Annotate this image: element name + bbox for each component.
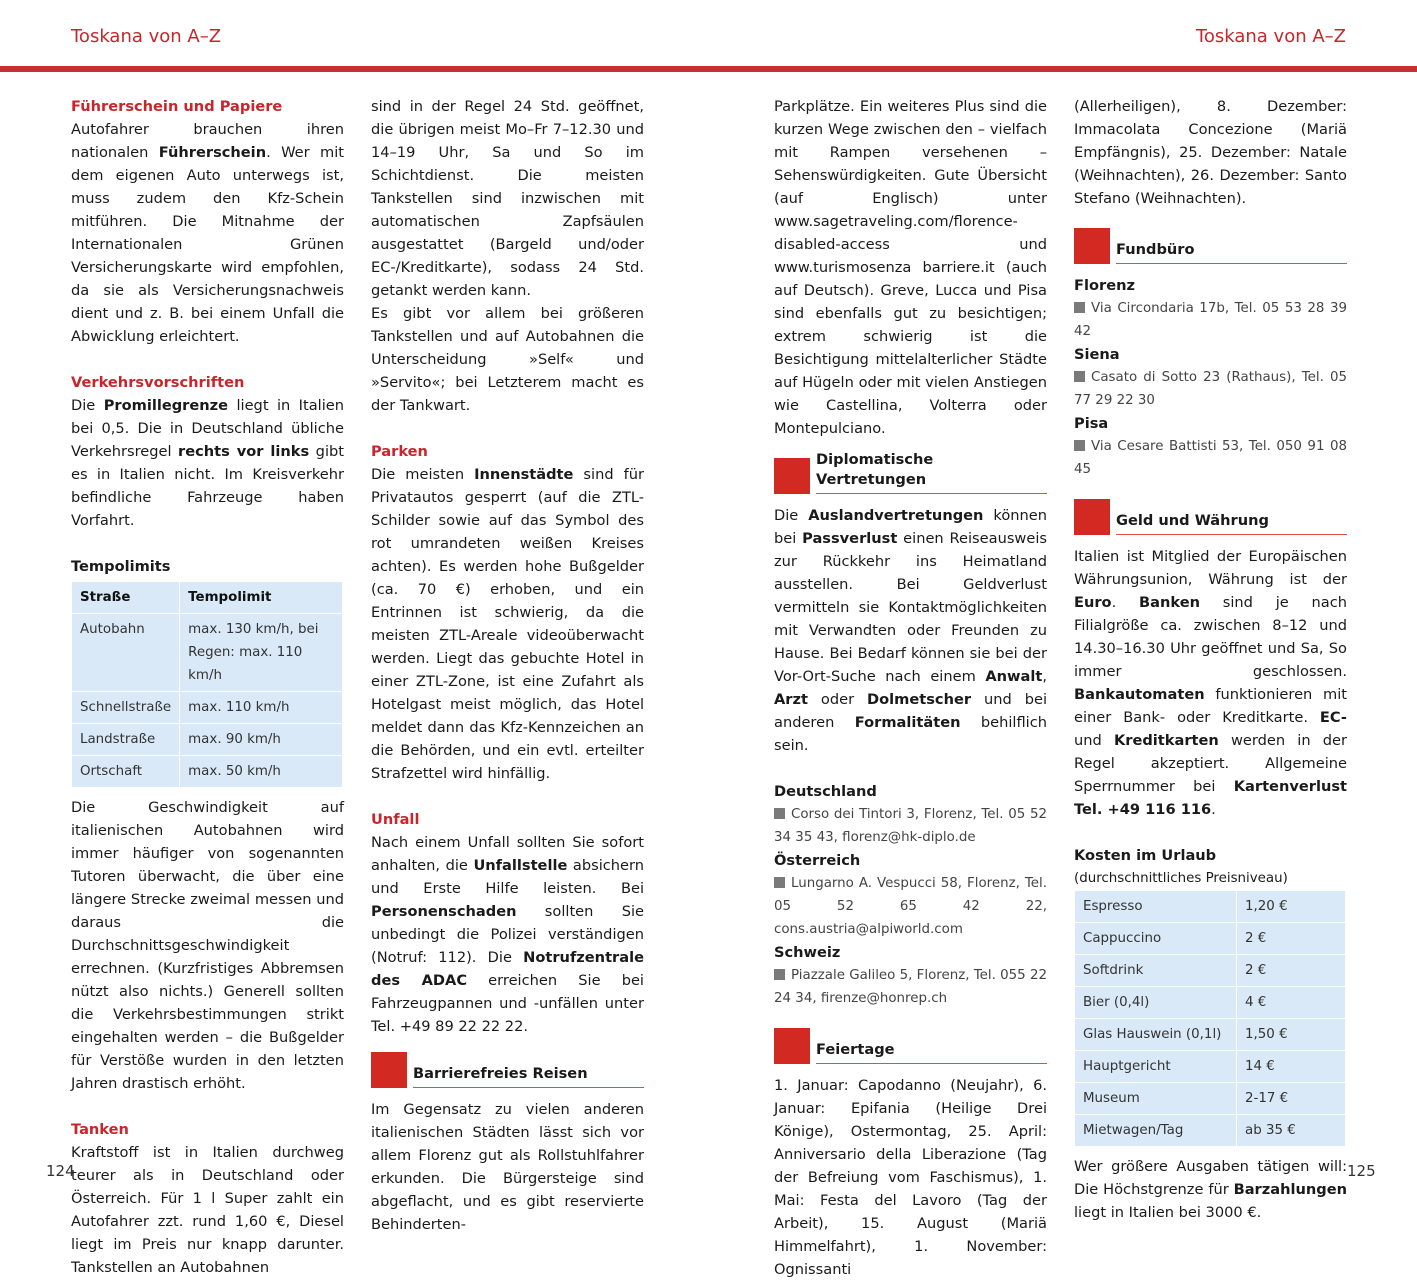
red-square-icon [774, 1028, 810, 1064]
column-2 [371, 95, 644, 1236]
heading-kosten: Kosten im Urlaub [1074, 847, 1217, 864]
lost-found-address: Casato di Sotto 23 (Rathaus), Tel. 05 77 29 22 30 [1074, 370, 1347, 408]
paragraph: Autofahrer brauchen ihren nationalen Führerschein. Wer mit dem eigenen Auto unterwegs ist, muss zudem den Kfz-Schein mitführen. Die Mitnahme der Internationalen Grünen Versicherungskarte wird empfohlen, da sie als Versicherungsnachweis dient und z. B. bei einem Unfall die Abwicklung erleichtert. [71, 121, 345, 345]
paragraph: Die Geschwindigkeit auf italienischen Autobahnen wird immer häufiger von sogenannten Tutoren überwacht, die über eine längere Strecke zweimal messen und daraus die Durchschnittsgeschwindigkeit errechnen. (Kurzfristiges Abbremsen nützt also nichts.) Generell sollten die Verkehrsbestimmungen strikt eingehalten werden – die Bußgelder für Verstöße wurden in den letzten Jahren drastisch erhöht. [71, 799, 344, 1092]
table-row: Hauptgericht 14 € [1075, 1051, 1346, 1083]
paragraph: Wer größere Ausgaben tätigen will: Die Höchstgrenze für Barzahlungen liegt in Italien bei 3000 €. [1074, 1158, 1347, 1221]
table-row: Cappuccino 2 € [1075, 923, 1346, 955]
table-row: Autobahn max. 130 km/h, bei Regen: max. 110 km/h [72, 614, 343, 692]
paragraph: Italien ist Mitglied der Europäischen Währungsunion, Währung ist der Euro. Banken sind je nach Filialgröße ca. zwischen 8–12 und 14.30–16.30 Uhr geöffnet und Sa, So immer geschlossen. Bankautomaten funktionieren mit einer Bank- oder Kreditkarte. EC- und Kreditkarten werden in der Regel akzeptiert. Allgemeine Sperrnummer bei Kartenverlust Tel. +49 116 116. [1074, 548, 1347, 818]
header-rule [0, 66, 1417, 72]
table-row: Softdrink 2 € [1075, 955, 1346, 987]
running-head-left: Toskana von A–Z [71, 26, 222, 47]
table-row: Espresso 1,20 € [1075, 891, 1346, 923]
heading-unfall: Unfall [371, 811, 420, 828]
table-row: Schnellstraße max. 110 km/h [72, 692, 343, 724]
cost-table [1074, 890, 1346, 1147]
red-square-icon [1074, 228, 1110, 264]
bullet-square-icon [774, 969, 785, 980]
lost-found-city: Pisa [1074, 415, 1109, 432]
lost-found-city: Siena [1074, 346, 1120, 363]
paragraph: Kraftstoff ist in Italien durchweg teurer als in Deutschland oder Österreich. Für 1 l Super zahlt ein Autofahrer zzt. rund 1,60 €, Diesel liegt im Preis nur knapp darunter. Tankstellen an Autobahnen [71, 1144, 344, 1276]
section-head-diplomatische-vertretungen: Diplomatische Vertretungen [774, 458, 1047, 494]
table-row: Landstraße max. 90 km/h [72, 724, 343, 756]
heading-tanken: Tanken [71, 1121, 129, 1138]
bullet-square-icon [1074, 440, 1085, 451]
paragraph: (Allerheiligen), 8. Dezember: Immacolata Concezione (Mariä Empfängnis), 25. Dezember: Natale (Weihnachten), 26. Dezember: Santo Stefano (Weihnachten). [1074, 98, 1347, 207]
embassy-address: Lungarno A. Vespucci 58, Florenz, Tel. 05 52 65 42 22, cons.austria@alpiworld.com [774, 876, 1047, 937]
embassy-address: Piazzale Galileo 5, Florenz, Tel. 055 22 24 34, firenze@honrep.ch [774, 968, 1047, 1006]
running-head-right: Toskana von A–Z [1195, 26, 1346, 47]
heading-parken: Parken [371, 443, 428, 460]
table-row: Bier (0,4l) 4 € [1075, 987, 1346, 1019]
page-number-left: 124 [46, 1162, 75, 1180]
section-head-geld-waehrung: Geld und Währung [1074, 499, 1347, 535]
paragraph: 1. Januar: Capodanno (Neujahr), 6. Januar: Epifania (Heilige Drei Könige), Ostermontag, 25. April: Anniversario della Liberazione (Tag der Befreiung vom Faschismus), 1. Mai: Festa del Lavoro (Tag der Arbeit), 15. August (Mariä Himmelfahrt), 1. November: Ognissanti [774, 1077, 1047, 1278]
section-head-fundbuero: Fundbüro [1074, 228, 1347, 264]
lost-found-city: Florenz [1074, 277, 1135, 294]
speed-limit-table: Straße Tempolimit Autobahn max. 130 km/h, bei Regen: max. 110 km/h Schnellstraße max. 110 km/h Landstraße max. 90 km/h Ortschaft max. 50 km/h [71, 581, 343, 788]
paragraph: Parkplätze. Ein weiteres Plus sind die kurzen Wege zwischen den – vielfach mit Rampen versehenen – Sehenswürdigkeiten. Gute Übersicht (auf Englisch) unter www.sagetraveling.com/florence-disabled-access und www.turismosenza barriere.it (auch auf Deutsch). Greve, Lucca und Pisa sind ebenfalls gut zu besichtigen; extrem schwierig ist die Besichtigung mittelalterlicher Städte auf Hügeln oder mit vielen Anstiegen wie Castellina, Volterra oder Montepulciano. [774, 98, 1047, 437]
table-row: Glas Hauswein (0,1l) 1,50 € [1075, 1019, 1346, 1051]
paragraph: Die Auslandvertretungen können bei Passverlust einen Reiseausweis zur Rückkehr ins Heimatland ausstellen. Bei Geldverlust vermitteln sie Kontaktmöglichkeiten mit Verwandten oder Freunden zu Hause. Bei Bedarf können sie bei der Vor-Ort-Suche nach einem Anwalt, Arzt oder Dolmetscher und bei anderen Formalitäten behilflich sein. [774, 507, 1047, 754]
table-row: Museum 2-17 € [1075, 1083, 1346, 1115]
embassy-country: Schweiz [774, 944, 841, 961]
red-square-icon [1074, 499, 1110, 535]
lost-found-address: Via Cesare Battisti 53, Tel. 050 91 08 45 [1074, 439, 1347, 477]
lost-found-address: Via Circondaria 17b, Tel. 05 53 28 39 42 [1074, 301, 1347, 339]
embassy-address: Corso dei Tintori 3, Florenz, Tel. 05 52 34 35 43, florenz@hk-diplo.de [774, 807, 1047, 845]
bullet-square-icon [774, 808, 785, 819]
paragraph: Im Gegensatz zu vielen anderen italienischen Städten lässt sich vor allem Florenz gut als Rollstuhlfahrer erkunden. Die Bürgersteige sind abgeflacht, und es gibt reservierte Behinderten- [371, 1101, 644, 1233]
column-3 [774, 95, 1047, 1281]
section-head-feiertage: Feiertage [774, 1028, 1047, 1064]
heading-kosten-sub: (durchschnittliches Preisniveau) [1074, 871, 1288, 886]
column-4 [1074, 95, 1347, 1224]
paragraph: sind in der Regel 24 Std. geöffnet, die übrigen meist Mo–Fr 7–12.30 und 14–19 Uhr, Sa und So im Schichtdienst. Die meisten Tankstellen sind inzwischen mit automatischen Zapfsäulen ausgestattet (Bargeld und/oder EC-/Kreditkarte), sodass 24 Std. getankt werden kann. [371, 98, 644, 299]
page-number-right: 125 [1347, 1162, 1376, 1180]
paragraph: Die meisten Innenstädte sind für Privatautos gesperrt (auf die ZTL-Schilder sowie auf das Symbol des rot umrandeten weißen Kreises achten). Es werden hohe Bußgelder (ca. 70 €) erhoben, und ein Entrinnen ist schwierig, da die meisten ZTL-Areale videoüberwacht werden. Liegt das gebuchte Hotel in einer ZTL-Zone, ist eine Zufahrt als Hotelgast meist möglich, das Hotel meldet dann das Kfz-Kennzeichen an die Behörden, und ein evtl. erteilter Strafzettel wird hinfällig. [371, 466, 644, 782]
heading-fuehrerschein: Führerschein und Papiere [71, 98, 283, 115]
red-square-icon [774, 458, 810, 494]
paragraph: Die Promillegrenze liegt in Italien bei 0,5. Die in Deutschland übliche Verkehrsregel rechts vor links gibt es in Italien nicht. Im Kreisverkehr befindliche Fahrzeuge haben Vorfahrt. [71, 397, 344, 529]
table-row: Mietwagen/Tag ab 35 € [1075, 1115, 1346, 1147]
paragraph: Nach einem Unfall sollten Sie sofort anhalten, die Unfallstelle absichern und Erste Hilfe leisten. Bei Personenschaden sollten Sie unbedingt die Polizei verständigen (Notruf: 112). Die Notrufzentrale des ADAC erreichen Sie bei Fahrzeugpannen und -unfällen unter Tel. +49 89 22 22 22. [371, 834, 645, 1035]
column-1 [71, 95, 344, 1279]
heading-tempolimits: Tempolimits [71, 558, 171, 575]
heading-verkehrsvorschriften: Verkehrsvorschriften [71, 374, 245, 391]
bullet-square-icon [1074, 371, 1085, 382]
embassy-country: Deutschland [774, 783, 877, 800]
section-head-barrierefrei: Barrierefreies Reisen [371, 1052, 644, 1088]
table-row: Ortschaft max. 50 km/h [72, 756, 343, 788]
bullet-square-icon [774, 877, 785, 888]
embassy-country: Österreich [774, 852, 861, 869]
bullet-square-icon [1074, 302, 1085, 313]
red-square-icon [371, 1052, 407, 1088]
paragraph: Es gibt vor allem bei größeren Tankstellen und auf Autobahnen die Unterscheidung »Self« und »Servito«; bei Letzterem macht es der Tankwart. [371, 305, 644, 414]
